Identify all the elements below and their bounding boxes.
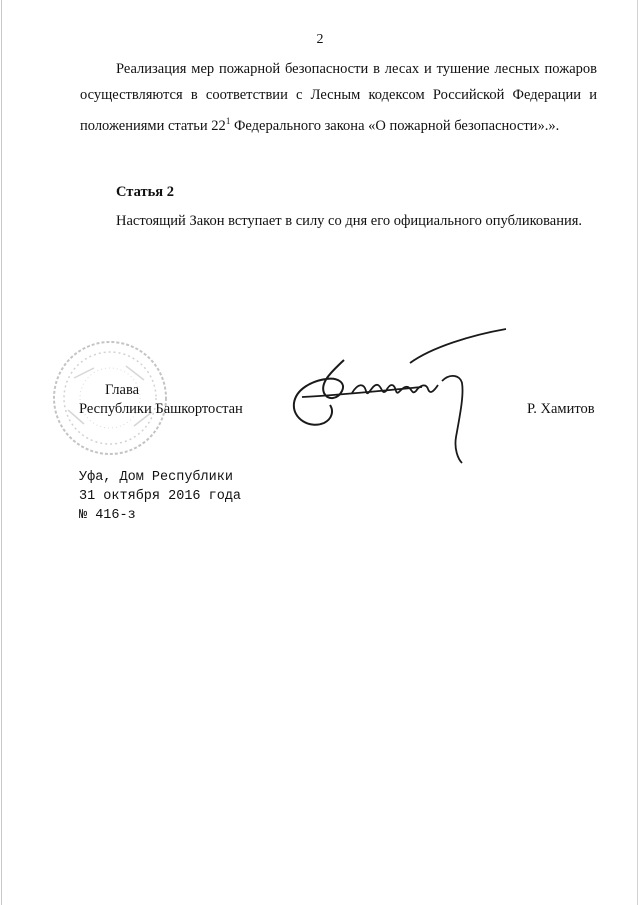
article-title: Статья 2	[116, 184, 174, 200]
signatory-role-line1: Глава	[105, 382, 140, 398]
stamp-date: 31 октября 2016 года	[79, 489, 242, 504]
paragraph-fire-safety-text: Реализация мер пожарной безопасности в лесах и тушение лесных пожаров осуществляются в соответствии с Лесным кодексом Российской Федерации и положениями статьи 22	[80, 61, 597, 134]
page-number: 2	[316, 32, 324, 47]
paragraph-fire-safety	[80, 56, 597, 139]
stamp-law-number: № 416-з	[79, 508, 136, 523]
scan-edge-right	[637, 0, 638, 905]
stamp-place: Уфа, Дом Республики	[79, 470, 233, 485]
paragraph-entry-into-force	[80, 208, 597, 234]
handwritten-signature	[282, 325, 522, 465]
article-superscript: 1	[225, 116, 231, 126]
signatory-role-line2: Республики Башкортостан	[79, 401, 243, 417]
signatory-name: Р. Хамитов	[527, 401, 595, 417]
scan-edge-left	[1, 0, 2, 905]
paragraph-entry-into-force-text: Настоящий Закон вступает в силу со дня его официального опубликования.	[116, 213, 583, 229]
paragraph-fire-safety-end: Федерального закона «О пожарной безопасности».».	[230, 117, 560, 134]
